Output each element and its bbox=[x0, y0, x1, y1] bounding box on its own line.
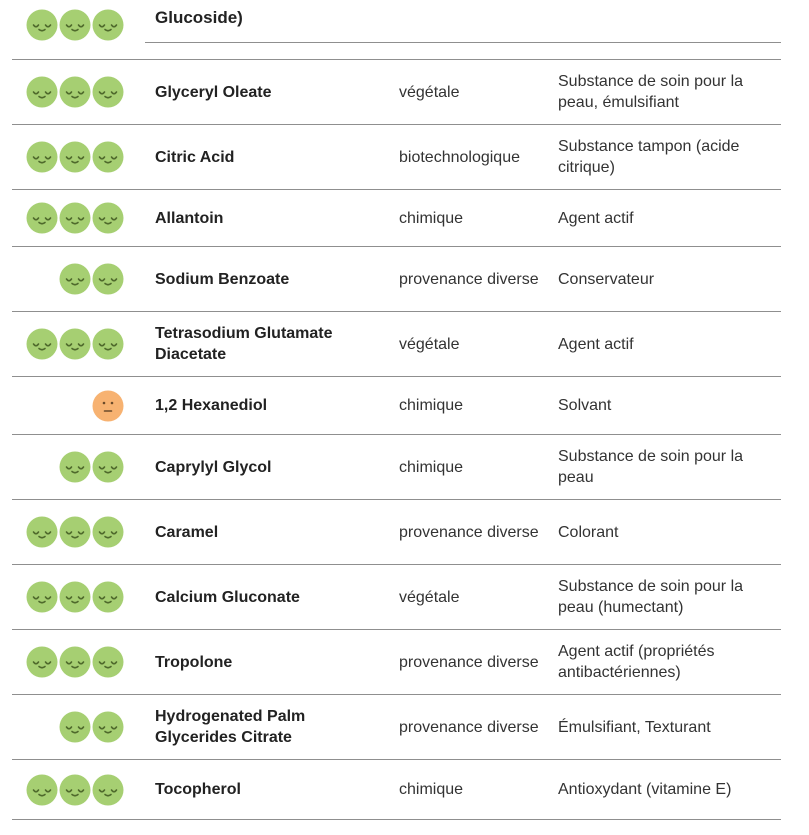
smiley-face-icon bbox=[59, 711, 91, 743]
ingredient-function-text: Antioxydant (vitamine E) bbox=[558, 781, 732, 798]
ingredient-name bbox=[155, 247, 380, 311]
smiley-face-icon bbox=[59, 451, 91, 483]
smiley-face-icon bbox=[26, 328, 58, 360]
ingredient-row bbox=[12, 125, 781, 190]
ingredient-function bbox=[558, 377, 778, 434]
ingredient-name bbox=[155, 760, 380, 819]
ingredient-name-text: Hydrogenated Palm Glycerides Citrate bbox=[155, 708, 306, 746]
ingredient-row bbox=[12, 565, 781, 630]
ingredient-origin bbox=[399, 377, 544, 434]
smiley-face-icon bbox=[59, 581, 91, 613]
ingredient-origin-text: chimique bbox=[399, 209, 464, 227]
ingredient-origin-text: provenance diverse bbox=[399, 718, 539, 736]
ingredient-origin bbox=[399, 60, 544, 124]
rating bbox=[22, 581, 124, 613]
ingredient-origin bbox=[399, 695, 544, 759]
ingredient-row-partial bbox=[0, 0, 809, 44]
smiley-face-icon bbox=[59, 516, 91, 548]
ingredient-origin bbox=[399, 247, 544, 311]
smiley-face-icon bbox=[92, 76, 124, 108]
ingredient-function-text: Agent actif (propriétés antibactériennes) bbox=[558, 643, 715, 681]
ingredient-origin bbox=[399, 630, 544, 694]
ingredient-function-text: Substance de soin pour la peau (humectant) bbox=[558, 578, 744, 616]
smiley-face-icon bbox=[59, 328, 91, 360]
ingredient-row bbox=[12, 760, 781, 820]
ingredient-origin-text: chimique bbox=[399, 781, 464, 798]
ingredient-origin bbox=[399, 190, 544, 246]
ingredient-function-text: Substance tampon (acide citrique) bbox=[558, 138, 740, 176]
ingredient-name bbox=[155, 500, 380, 564]
smiley-face-icon bbox=[26, 581, 58, 613]
ingredient-name-text: Allantoin bbox=[155, 209, 224, 227]
ingredient-row bbox=[12, 630, 781, 695]
ingredient-origin-text: provenance diverse bbox=[399, 523, 539, 541]
ingredient-name-text: Caprylyl Glycol bbox=[155, 458, 272, 476]
neutral-face-icon bbox=[92, 390, 124, 422]
ingredient-origin-text: chimique bbox=[399, 458, 464, 476]
smiley-face-icon bbox=[92, 9, 124, 41]
ingredient-name-text: Glyceryl Oleate bbox=[155, 83, 272, 101]
ingredient-function-text: Substance de soin pour la peau, émulsifiant bbox=[558, 73, 744, 111]
ingredient-row bbox=[12, 312, 781, 377]
ingredient-name bbox=[155, 125, 380, 189]
ingredient-origin-text: végétale bbox=[399, 335, 460, 353]
ingredient-origin-text: chimique bbox=[399, 397, 464, 414]
ingredient-function bbox=[558, 125, 778, 189]
smiley-face-icon bbox=[26, 646, 58, 678]
smiley-face-icon bbox=[59, 141, 91, 173]
ingredient-function-text: Émulsifiant, Texturant bbox=[558, 718, 711, 736]
ingredient-function-text: Agent actif bbox=[558, 209, 634, 227]
ingredient-row bbox=[12, 377, 781, 435]
smiley-face-icon bbox=[26, 202, 58, 234]
ingredient-function-text: Agent actif bbox=[558, 335, 634, 353]
ingredient-function bbox=[558, 760, 778, 819]
rating bbox=[22, 711, 124, 743]
ingredient-function bbox=[558, 312, 778, 376]
smiley-face-icon bbox=[92, 451, 124, 483]
smiley-face-icon bbox=[59, 202, 91, 234]
ingredient-origin bbox=[399, 760, 544, 819]
ingredient-function bbox=[558, 190, 778, 246]
smiley-face-icon bbox=[59, 76, 91, 108]
ingredient-name-text: Tetrasodium Glutamate Diacetate bbox=[155, 325, 333, 363]
ingredient-function bbox=[558, 695, 778, 759]
smiley-face-icon bbox=[92, 263, 124, 295]
ingredient-origin-text: végétale bbox=[399, 83, 460, 101]
smiley-face-icon bbox=[26, 141, 58, 173]
ingredient-function-text: Substance de soin pour la peau bbox=[558, 448, 744, 486]
ingredient-name bbox=[155, 60, 380, 124]
rating bbox=[22, 646, 124, 678]
smiley-face-icon bbox=[92, 202, 124, 234]
rating bbox=[22, 328, 124, 360]
ingredient-function bbox=[558, 60, 778, 124]
smiley-face-icon bbox=[26, 76, 58, 108]
ingredient-name-text: Citric Acid bbox=[155, 148, 235, 166]
ingredient-function-text: Solvant bbox=[558, 397, 612, 414]
ingredient-origin bbox=[399, 500, 544, 564]
ingredient-name-text: Tropolone bbox=[155, 653, 233, 671]
ingredient-row bbox=[12, 190, 781, 247]
rating bbox=[22, 9, 124, 41]
rating bbox=[22, 141, 124, 173]
ingredient-function-text: Conservateur bbox=[558, 270, 655, 288]
ingredient-function bbox=[558, 500, 778, 564]
ingredient-name bbox=[155, 630, 380, 694]
ingredient-origin-text: provenance diverse bbox=[399, 653, 539, 671]
smiley-face-icon bbox=[59, 9, 91, 41]
ingredient-row bbox=[12, 500, 781, 565]
smiley-face-icon bbox=[92, 711, 124, 743]
smiley-face-icon bbox=[59, 774, 91, 806]
ingredient-row bbox=[12, 247, 781, 312]
ingredient-name: Glucoside) bbox=[155, 8, 243, 27]
ingredient-function bbox=[558, 435, 778, 499]
ingredient-origin-text: provenance diverse bbox=[399, 270, 539, 288]
rating bbox=[22, 774, 124, 806]
smiley-face-icon bbox=[92, 646, 124, 678]
ingredient-origin bbox=[399, 125, 544, 189]
smiley-face-icon bbox=[26, 9, 58, 41]
ingredient-name bbox=[155, 565, 380, 629]
smiley-face-icon bbox=[92, 516, 124, 548]
smiley-face-icon bbox=[92, 328, 124, 360]
smiley-face-icon bbox=[26, 516, 58, 548]
ingredient-origin-text: végétale bbox=[399, 588, 460, 606]
ingredient-name-text: Calcium Gluconate bbox=[155, 588, 300, 606]
ingredient-name-text: Tocopherol bbox=[155, 781, 241, 798]
divider bbox=[145, 42, 781, 43]
ingredient-function bbox=[558, 247, 778, 311]
ingredient-origin bbox=[399, 312, 544, 376]
rating bbox=[22, 76, 124, 108]
ingredient-function bbox=[558, 630, 778, 694]
smiley-face-icon bbox=[26, 774, 58, 806]
ingredient-name-text: Sodium Benzoate bbox=[155, 270, 290, 288]
smiley-face-icon bbox=[59, 263, 91, 295]
rating bbox=[22, 390, 124, 422]
rating bbox=[22, 516, 124, 548]
ingredient-name bbox=[155, 190, 380, 246]
rating bbox=[22, 202, 124, 234]
ingredient-name bbox=[155, 312, 380, 376]
smiley-face-icon bbox=[92, 141, 124, 173]
ingredient-function-text: Colorant bbox=[558, 523, 619, 541]
ingredient-function bbox=[558, 565, 778, 629]
ingredient-name-text: Caramel bbox=[155, 523, 219, 541]
rating bbox=[22, 451, 124, 483]
ingredient-row bbox=[12, 60, 781, 125]
ingredient-name bbox=[155, 435, 380, 499]
rating bbox=[22, 263, 124, 295]
ingredient-name bbox=[155, 695, 380, 759]
smiley-face-icon bbox=[59, 646, 91, 678]
smiley-face-icon bbox=[92, 774, 124, 806]
ingredient-name bbox=[155, 377, 380, 434]
ingredient-origin bbox=[399, 435, 544, 499]
ingredient-origin-text: biotechnologique bbox=[399, 148, 520, 166]
ingredient-row bbox=[12, 435, 781, 500]
smiley-face-icon bbox=[92, 581, 124, 613]
ingredient-origin bbox=[399, 565, 544, 629]
ingredient-name-text: 1,2 Hexanediol bbox=[155, 397, 268, 414]
ingredient-row bbox=[12, 695, 781, 760]
